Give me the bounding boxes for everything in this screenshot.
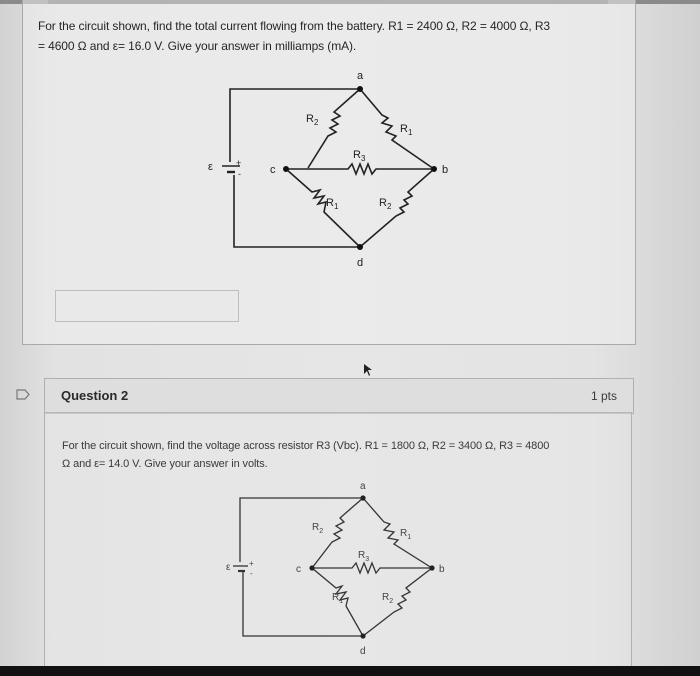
resistor-label-ab: $R_1$ xyxy=(400,123,413,137)
question-1-circuit-diagram xyxy=(208,70,462,270)
flag-question-icon[interactable] xyxy=(16,389,30,400)
question-2-text-line1: For the circuit shown, find the voltage across resistor R3 (Vbc). R1 = 1800 Ω, R2 = 3400 Ω, R3 = 4800 xyxy=(62,440,550,452)
battery-minus: - xyxy=(250,569,253,578)
resistor-label-ab: $R_1$ xyxy=(400,528,412,541)
battery-plus: + xyxy=(249,559,254,568)
battery-plus: + xyxy=(236,158,242,168)
resistor-label-cb: $R_3$ xyxy=(358,550,370,563)
question-2-circuit-diagram xyxy=(226,480,456,660)
question-2-text xyxy=(62,437,622,473)
resistor-label-cd: $R_1$ xyxy=(332,592,344,605)
emf-label: ε xyxy=(226,562,231,573)
question-2-points: 1 pts xyxy=(590,389,617,403)
question-1-text xyxy=(38,16,638,56)
resistor-label-ac: $R_2$ xyxy=(312,522,324,535)
node-a-label: a xyxy=(360,481,366,492)
node-b-label: b xyxy=(442,164,449,176)
node-a-label: a xyxy=(357,70,364,82)
resistor-label-bd: $R_2$ xyxy=(382,592,394,605)
question-2-header xyxy=(44,378,634,414)
question-1-answer-input[interactable] xyxy=(55,290,239,322)
node-d-label: d xyxy=(360,646,366,657)
question-1-text-line2: = 4600 Ω and ε= 16.0 V. Give your answer in milliamps (mA). xyxy=(38,39,357,53)
node-c-label: c xyxy=(296,564,301,575)
emf-label: ε xyxy=(208,161,213,173)
screen-bottom-bezel xyxy=(0,666,700,676)
question-2-title: Question 2 xyxy=(61,388,129,403)
mouse-cursor-icon xyxy=(364,364,373,377)
battery-minus: - xyxy=(238,169,241,179)
resistor-label-ac: $R_2$ xyxy=(306,113,319,127)
question-1-text-line1: For the circuit shown, find the total current flowing from the battery. R1 = 2400 Ω, R2 = 4000 Ω, R3 xyxy=(38,19,550,33)
resistor-label-cb: $R_3$ xyxy=(353,149,366,163)
resistor-label-cd: $R_1$ xyxy=(326,197,339,211)
resistor-label-bd: $R_2$ xyxy=(379,197,392,211)
node-c-label: c xyxy=(270,164,276,176)
node-b-label: b xyxy=(439,564,445,575)
node-d-label: d xyxy=(357,257,364,269)
question-2-text-line2: Ω and ε= 14.0 V. Give your answer in volts. xyxy=(62,458,268,470)
